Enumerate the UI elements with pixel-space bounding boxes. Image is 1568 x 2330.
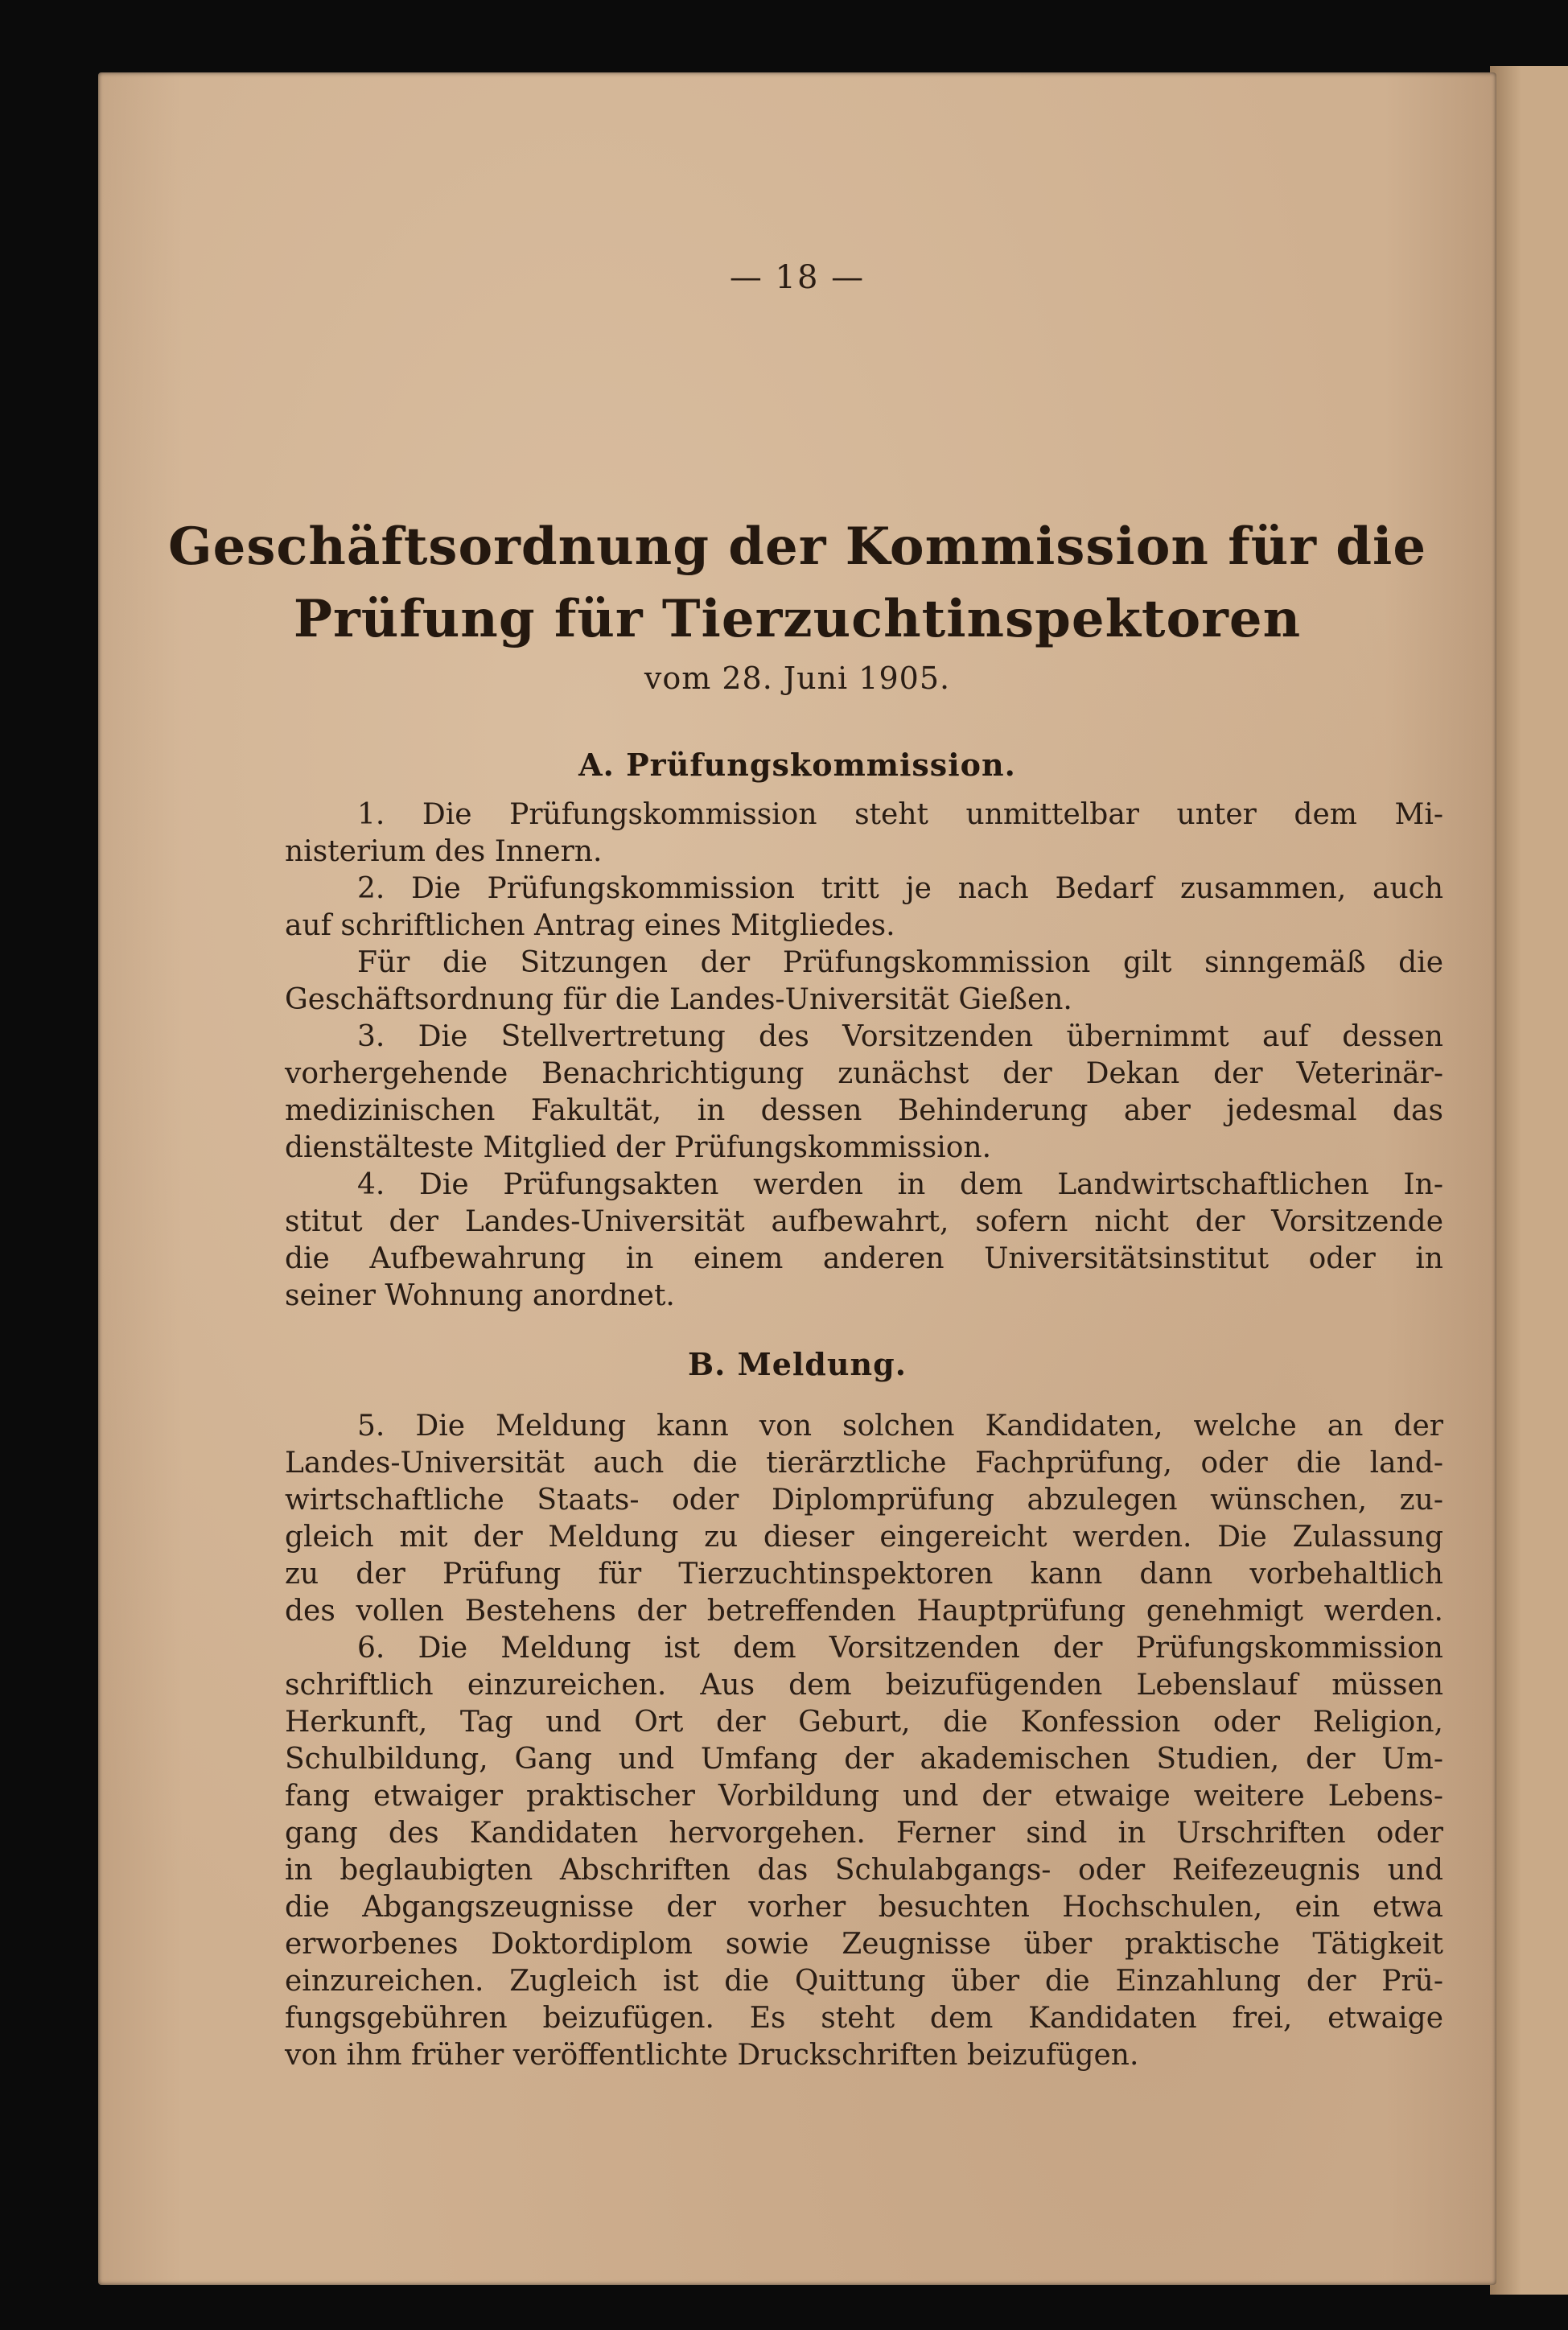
page-number: — 18 — (729, 259, 866, 296)
text-line: erworbenes Doktordiplom sowie Zeugnisse über praktische Tätigkeit (285, 1928, 1443, 1961)
text-line: nisterium des Innern. (285, 835, 603, 868)
text-line: von ihm früher veröffentlichte Druckschriften beizufügen. (285, 2039, 1139, 2072)
text-line: 5. Die Meldung kann von solchen Kandidaten, welche an der (357, 1410, 1443, 1443)
text-line: Landes-Universität auch die tierärztliche Fachprüfung, oder die land- (285, 1447, 1443, 1480)
text-line: vorhergehende Benachrichtigung zunächst der Dekan der Veterinär- (285, 1057, 1443, 1090)
text-line: schriftlich einzureichen. Aus dem beizufügenden Lebenslauf müssen (285, 1669, 1443, 1702)
text-line: 4. Die Prüfungsakten werden in dem Landwirtschaftlichen In- (357, 1168, 1443, 1201)
text-line: Schulbildung, Gang und Umfang der akademischen Studien, der Um- (285, 1743, 1443, 1776)
text-line: des vollen Bestehens der betreffenden Hauptprüfung genehmigt werden. (285, 1595, 1443, 1628)
document-page (98, 72, 1496, 2285)
section-b-heading: B. Meldung. (688, 1346, 907, 1382)
adjacent-page-edge (1490, 66, 1568, 2295)
text-line: gleich mit der Meldung zu dieser eingereicht werden. Die Zulassung (285, 1521, 1443, 1554)
text-line: die Abgangszeugnisse der vorher besuchten Hochschulen, ein etwa (285, 1891, 1443, 1924)
text-line: einzureichen. Zugleich ist die Quittung über die Einzahlung der Prü- (285, 1965, 1443, 1998)
section-b-body (285, 1408, 1443, 2074)
title-line-2: Prüfung für Tierzuchtinspektoren (293, 589, 1302, 649)
text-line: 6. Die Meldung ist dem Vorsitzenden der Prüfungskommission (357, 1632, 1443, 1665)
section-a-heading: A. Prüfungskommission. (578, 747, 1016, 783)
text-line: 2. Die Prüfungskommission tritt je nach Bedarf zusammen, auch (357, 872, 1443, 905)
text-line: stitut der Landes-Universität aufbewahrt, sofern nicht der Vorsitzende (285, 1205, 1443, 1238)
text-line: Geschäftsordnung für die Landes-Universität Gießen. (285, 983, 1072, 1016)
text-line: 1. Die Prüfungskommission steht unmittelbar unter dem Mi- (357, 798, 1443, 831)
text-line: die Aufbewahrung in einem anderen Universitätsinstitut oder in (285, 1242, 1443, 1275)
document-title (98, 511, 1496, 656)
text-line: seiner Wohnung anordnet. (285, 1279, 675, 1312)
text-line: 3. Die Stellvertretung des Vorsitzenden übernimmt auf dessen (357, 1020, 1443, 1053)
text-line: fang etwaiger praktischer Vorbildung und der etwaige weitere Lebens- (285, 1780, 1443, 1813)
text-line: auf schriftlichen Antrag eines Mitgliedes. (285, 909, 895, 942)
text-line: gang des Kandidaten hervorgehen. Ferner sind in Urschriften oder (285, 1817, 1443, 1850)
text-line: medizinischen Fakultät, in dessen Behinderung aber jedesmal das (285, 1094, 1443, 1127)
text-line: in beglaubigten Abschriften das Schulabgangs- oder Reifezeugnis und (285, 1854, 1443, 1887)
text-line: fungsgebühren beizufügen. Es steht dem Kandidaten frei, etwaige (285, 2002, 1443, 2035)
title-line-1: Geschäftsordnung der Kommission für die (167, 517, 1427, 577)
text-line: Für die Sitzungen der Prüfungskommission gilt sinngemäß die (357, 946, 1443, 979)
text-line: wirtschaftliche Staats- oder Diplomprüfung abzulegen wünschen, zu- (285, 1484, 1443, 1517)
section-a-body (285, 797, 1443, 1315)
text-line: dienstälteste Mitglied der Prüfungskommission. (285, 1131, 992, 1164)
text-line: Herkunft, Tag und Ort der Geburt, die Konfession oder Religion, (285, 1706, 1443, 1739)
document-date: vom 28. Juni 1905. (644, 661, 951, 696)
text-line: zu der Prüfung für Tierzuchtinspektoren kann dann vorbehaltlich (285, 1558, 1443, 1591)
